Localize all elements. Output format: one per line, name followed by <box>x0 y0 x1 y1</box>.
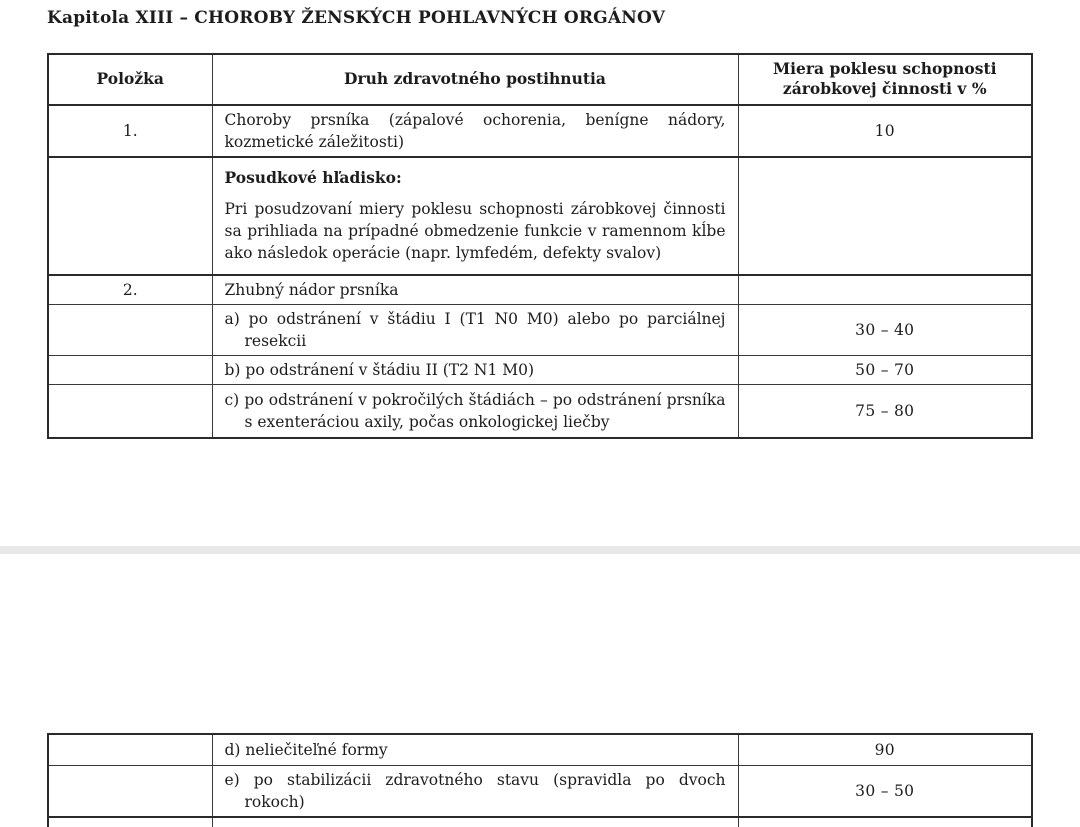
table-row-clipped <box>48 817 1032 827</box>
item-cell <box>48 734 212 765</box>
item-cell <box>48 817 212 827</box>
page-separator <box>0 546 1080 554</box>
rate-cell: 10 <box>738 105 1032 157</box>
description-cell: e) po stabilizácii zdravotného stavu (spravidla po dvoch rokoch) <box>212 765 738 817</box>
column-header-description: Druh zdravotného postihnutia <box>212 54 738 105</box>
description-cell: a) po odstránení v štádiu I (T1 N0 M0) alebo po parciálnej resekcii <box>212 304 738 355</box>
disability-rate-table-continued <box>47 733 1033 827</box>
item-cell <box>48 355 212 384</box>
table-row <box>48 304 1032 355</box>
description-cell <box>212 157 738 275</box>
table-header-row <box>48 54 1032 105</box>
table-row <box>48 355 1032 384</box>
table-row <box>48 765 1032 817</box>
rate-cell <box>738 817 1032 827</box>
item-cell <box>48 384 212 438</box>
table-row <box>48 275 1032 305</box>
item-cell <box>48 304 212 355</box>
item-cell <box>48 157 212 275</box>
description-cell: Choroby prsníka (zápalové ochorenia, benígne nádory, kozmetické záležitosti) <box>212 105 738 157</box>
description-cell: c) po odstránení v pokročilých štádiách – po odstránení prsníka s exenteráciou axily, počas onkologickej liečby <box>212 384 738 438</box>
description-cell <box>212 817 738 827</box>
pdf-page-2 <box>0 554 1080 827</box>
description-cell: d) neliečiteľné formy <box>212 734 738 765</box>
assessment-note-body: Pri posudzovaní miery poklesu schopnosti zárobkovej činnosti sa prihliada na prípadné obmedzenie funkcie v ramennom kĺbe ako následok operácie (napr. lymfedém, defekty svalov) <box>224 200 726 263</box>
rate-cell: 50 – 70 <box>738 355 1032 384</box>
rate-cell <box>738 157 1032 275</box>
chapter-title: Kapitola XIII – CHOROBY ŽENSKÝCH POHLAVNÝCH ORGÁNOV <box>47 8 666 28</box>
rate-cell: 90 <box>738 734 1032 765</box>
table-row <box>48 105 1032 157</box>
table-row <box>48 734 1032 765</box>
table-row <box>48 384 1032 438</box>
rate-cell <box>738 275 1032 305</box>
table-row <box>48 157 1032 275</box>
item-cell: 1. <box>48 105 212 157</box>
description-cell: Zhubný nádor prsníka <box>212 275 738 305</box>
rate-cell: 75 – 80 <box>738 384 1032 438</box>
rate-cell: 30 – 40 <box>738 304 1032 355</box>
item-cell: 2. <box>48 275 212 305</box>
disability-rate-table <box>47 53 1033 439</box>
column-header-rate: Miera poklesu schopnosti zárobkovej činnosti v % <box>738 54 1032 105</box>
assessment-note-heading: Posudkové hľadisko: <box>224 168 402 188</box>
column-header-item: Položka <box>48 54 212 105</box>
rate-cell: 30 – 50 <box>738 765 1032 817</box>
description-cell: b) po odstránení v štádiu II (T2 N1 M0) <box>212 355 738 384</box>
item-cell <box>48 765 212 817</box>
